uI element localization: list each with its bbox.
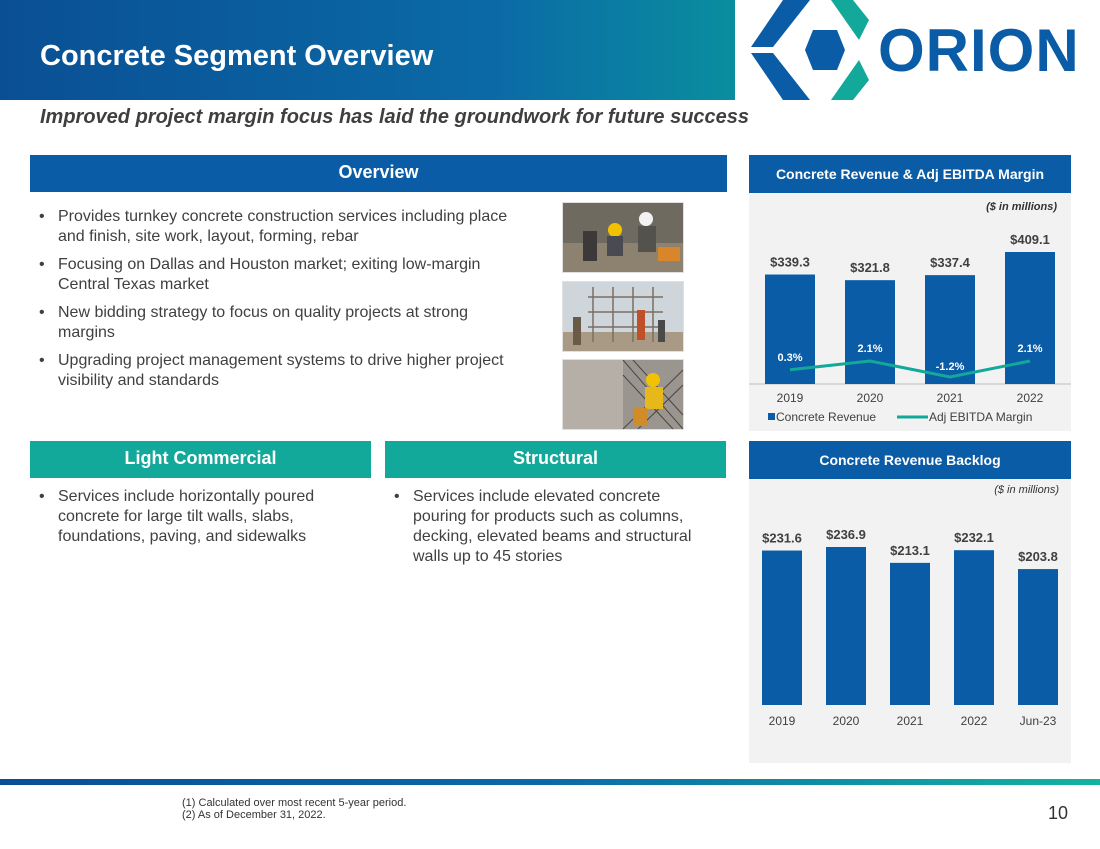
revenue-bar-label: $339.3 xyxy=(770,254,810,270)
margin-data-label: 2.1% xyxy=(857,343,883,355)
overview-bullet-list xyxy=(30,207,515,399)
overview-bullet: • Upgrading project management systems to drive higher project visibility and standards xyxy=(30,351,515,391)
light-commercial-heading: Light Commercial xyxy=(30,441,371,478)
orion-logo-text: ORION xyxy=(878,17,1080,84)
backlog-bar-label: $236.9 xyxy=(826,527,866,542)
revenue-margin-chart-panel xyxy=(749,155,1071,431)
backlog-bar xyxy=(1018,569,1058,705)
overview-bullet: • New bidding strategy to focus on quality projects at strong margins xyxy=(30,303,515,343)
footer-bar xyxy=(0,779,1100,785)
margin-data-label: -1.2% xyxy=(935,361,965,373)
revenue-margin-chart-unit: ($ in millions) xyxy=(986,201,1057,213)
backlog-bar xyxy=(954,550,994,705)
footnote: (1) Calculated over most recent 5-year period. xyxy=(182,797,407,809)
overview-heading: Overview xyxy=(30,155,727,192)
page-title: Concrete Segment Overview xyxy=(40,40,434,72)
backlog-bar xyxy=(762,551,802,705)
revenue-bar-label: $337.4 xyxy=(930,255,970,271)
light-commercial-bullet: • Services include horizontally poured concrete for large tilt walls, slabs, foundations, paving, and sidewalks xyxy=(30,487,360,547)
scaffolding-photo xyxy=(562,281,684,352)
light-commercial-bullet-list xyxy=(30,487,360,555)
revenue-margin-chart xyxy=(749,155,1071,431)
structural-bullet: • Services include elevated concrete pouring for products such as columns, decking, elevated beams and structural walls up to 45 stories xyxy=(385,487,715,567)
footnote-list xyxy=(182,797,406,821)
legend-label-margin: Adj EBITDA Margin xyxy=(929,410,1033,424)
orion-logo-mark xyxy=(741,0,871,100)
x-tick-label: 2021 xyxy=(936,391,964,405)
revenue-bar-label: $409.1 xyxy=(1010,232,1050,247)
backlog-bar-label: $203.8 xyxy=(1018,549,1058,565)
margin-data-label: 0.3% xyxy=(777,352,803,364)
revenue-margin-chart-title: Concrete Revenue & Adj EBITDA Margin xyxy=(749,155,1071,193)
page-number: 10 xyxy=(1048,803,1069,823)
page-subtitle: Improved project margin focus has laid the groundwork for future success xyxy=(40,106,750,128)
x-tick-label: 2019 xyxy=(776,391,804,405)
structural-bullet-list xyxy=(385,487,715,575)
x-tick-label: 2019 xyxy=(768,714,796,728)
backlog-bar-label: $213.1 xyxy=(890,542,930,558)
revenue-bar-label: $321.8 xyxy=(850,260,890,276)
overview-bullet: • Focusing on Dallas and Houston market; exiting low-margin Central Texas market xyxy=(30,255,515,295)
backlog-bar xyxy=(826,547,866,705)
backlog-bar-label: $231.6 xyxy=(762,530,802,546)
overview-bullet: • Provides turnkey concrete construction services including place and finish, site work, layout, forming, rebar xyxy=(30,207,515,247)
backlog-chart-unit: ($ in millions) xyxy=(994,484,1059,496)
footnote: (2) As of December 31, 2022. xyxy=(182,809,326,821)
backlog-chart xyxy=(749,441,1071,763)
legend-label-revenue: Concrete Revenue xyxy=(776,410,877,424)
backlog-chart-title: Concrete Revenue Backlog xyxy=(749,441,1071,479)
margin-line xyxy=(790,361,1030,377)
x-tick-label: 2020 xyxy=(856,391,884,405)
margin-data-label: 2.1% xyxy=(1017,343,1043,355)
workers-photo xyxy=(562,202,684,273)
x-tick-label: 2022 xyxy=(960,714,988,728)
x-tick-label: Jun-23 xyxy=(1019,714,1057,728)
x-tick-label: 2022 xyxy=(1016,391,1044,405)
backlog-bar-label: $232.1 xyxy=(954,530,994,546)
rebar-photo xyxy=(562,359,684,430)
backlog-bar xyxy=(890,563,930,705)
structural-heading: Structural xyxy=(385,441,726,478)
x-tick-label: 2021 xyxy=(896,714,924,728)
legend-swatch-revenue xyxy=(768,413,775,420)
backlog-chart-panel xyxy=(749,441,1071,763)
x-tick-label: 2020 xyxy=(832,714,860,728)
revenue-bar xyxy=(845,280,895,384)
